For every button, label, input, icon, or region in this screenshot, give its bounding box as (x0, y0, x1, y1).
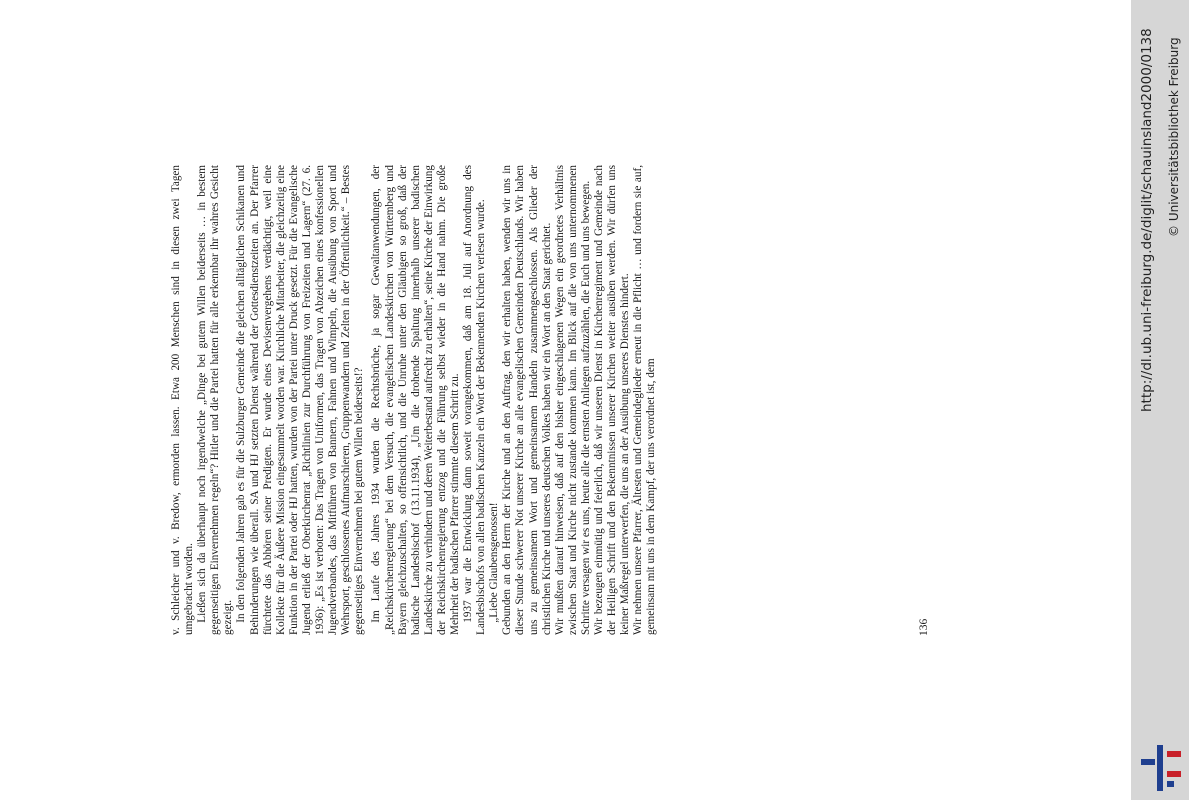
page-number: 136 (918, 618, 930, 636)
document-text-block (170, 165, 910, 635)
paragraph: „Liebe Glaubensgenossen! (488, 502, 501, 623)
paragraph: Gebunden an den Herrn der Kirche und an den Auftrag, den wir erhalten haben, wenden wir uns in dieser Stunde schwerer Not unserer Kirche an alle evangelischen Gemeinden Deutschlands. Wir haben uns zu gemeinsamem Wort und gemeinsamem Handeln zusammengeschlossen. Als Glieder der christlichen Kirche und unseres deutschen Volkes haben wir ein Wort an den Staat gerichtet. (501, 165, 553, 635)
logo-red-upper (1167, 751, 1181, 757)
logo-blue-bar (1157, 745, 1163, 791)
logo-red-lower (1167, 771, 1181, 777)
paragraph: 1937 war die Entwicklung dann soweit vorangekommen, daß am 18. Juli auf Anordnung des Landesbischofs von allen badischen Kanzeln ein Wort der Bekennenden Kirchen verlesen wurde. (462, 165, 488, 635)
logo-blue-stub (1141, 759, 1155, 765)
paragraph: Wir mußten darauf hinweisen, daß auf den bisher eingeschlagenen Wegen ein geordnetes Verhältnis zwischen Staat und Kirche nicht zustande kommen kann. Im Blick auf die von uns unternommenen Schritte versagen wir es uns, heute alle die ernsten Anliegen aufzuzählen, die Euch und uns bewegen. (553, 165, 592, 635)
copyright-notice: © Universitätsbibliothek Freiburg (1167, 37, 1181, 237)
paragraph: Im Laufe des Jahres 1934 wurden die Rechtsbrüche, ja sogar Gewaltanwendungen, der „Reichskirchenregierung“ bei dem Versuch, die evangelischen Landeskirchen von Württemberg und Bayern gleichzuschalten, so offensichtlich, und die Unruhe unter den Gläubigen so groß, daß der badische Landesbischof (13.11.1934), „Um die drohende Spaltung innerhalb unserer badischen Landeskirche zu verhindern und deren Weiterbestand aufrecht zu erhalten“, seine Kirche der Einwirkung der Reichskirchenregierung entzog und die Führung selbst wieder in die Hand nahm. Die große Mehrheit der badischen Pfarrer stimmte diesem Schritt zu. (370, 165, 461, 635)
logo-blue-small (1167, 781, 1174, 787)
paragraph: Wir nehmen unsere Pfarrer, Ältesten und Gemeindeglieder erneut in die Pflicht … und fordern sie auf, gemeinsam mit uns in dem Kampf, der uns verordnet ist, dem (632, 165, 658, 635)
source-url-link[interactable]: http://dl.ub.uni-freiburg.de/diglit/schauinsland2000/0138 (1139, 28, 1155, 412)
paragraph: v. Schleicher und v. Bredow, ermorden lassen. Etwa 200 Menschen sind in diesen zwei Tagen umgebracht worden. (170, 165, 196, 635)
paragraph: In den folgenden Jahren gab es für die Sulzburger Gemeinde die gleichen alltäglichen Schikanen und Behinderungen wie überall. SA und HJ setzten Dienst während der Gottesdienstzeiten an. Der Pfarrer fürchtete das Abhören seiner Predigten. Er wurde eines Devisenvergehens verdächtigt, weil eine Kollekte für die Äußere Mission eingesammelt worden war. Kirchliche Mitarbeiter, die gleichzeitig eine Funktion in der Partei oder HJ hatten, wurden von der Partei unter Druck gesetzt. Für die Evangelische Jugend erließ der Oberkirchenrat „Richtlinien zur Durchführung von Freizeiten und Lagern“ (27. 6. 1936): „Es ist verboten: Das Tragen von Uniformen, das Tragen von Abzeichen eines konfessionellen Jugendverbandes, das Mitführen von Bannern, Fahnen und Wimpeln, die Ausübung von Sport und Wehrsport, geschlossenes Aufmarschieren, Gruppenwandern und Zelten in der Öffentlichkeit.“ – Bestes gegenseitiges Einvernehmen bei gutem Willen beiderseits!? (235, 165, 366, 635)
paragraph: Ließen sich da überhaupt noch irgendwelche „Dinge bei gutem Willen beiderseits … in bestem gegenseitigen Einvernehmen regeln“? Hitler und die Partei hatten für alle erkennbar ihr wahres Gesicht gezeigt. (196, 165, 235, 635)
paragraph: Wir bezeugen einmütig und feierlich, daß wir unseren Dienst in Kirchenregiment und Gemeinde nach der Heiligen Schrift und den Bekenntnissen unserer Kirchen weiter ausüben werden. Wir dürfen uns keiner Maßregel unterwerfen, die uns an der Ausübung unseres Dienstes hindert. (593, 165, 632, 635)
ub-freiburg-logo-icon (1141, 745, 1183, 791)
